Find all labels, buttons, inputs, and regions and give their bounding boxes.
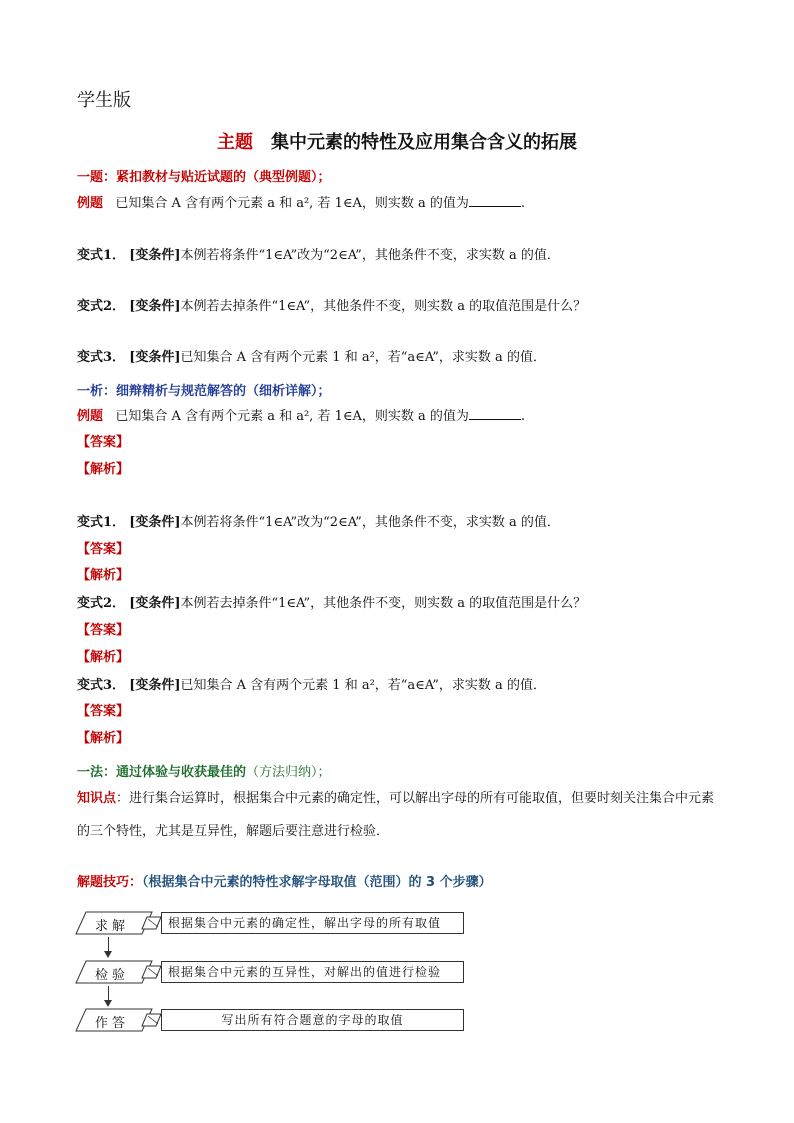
answer-label: 【答案】 — [77, 704, 130, 719]
variant-3 — [77, 346, 546, 365]
variant-tag: [变条件] — [129, 515, 181, 530]
analysis-label: 【解析】 — [77, 650, 130, 665]
variant-tag: [变条件] — [129, 248, 181, 263]
variant-label: 变式2． — [77, 596, 126, 611]
step-desc-solve: 根据集合中元素的确定性，解出字母的所有取值 — [161, 912, 464, 934]
answer-label: 【答案】 — [77, 542, 130, 557]
step-name-check: 检验 — [95, 968, 130, 983]
step-name-solve: 求解 — [95, 919, 130, 934]
example-question — [77, 192, 525, 211]
variant-3-repeat — [77, 674, 546, 693]
step-desc-answer: 写出所有符合题意的字母的取值 — [161, 1009, 464, 1031]
flow-arrow — [108, 986, 109, 1005]
flow-arrow — [108, 937, 109, 956]
answer-label: 【答案】 — [77, 623, 130, 638]
variant-text: 已知集合 A 含有两个元素 1 和 a²，若“a∈A”，求实数 a 的值． — [180, 350, 546, 365]
method-heading-normal: （方法归纳）； — [246, 765, 331, 780]
variant-1-repeat — [77, 511, 560, 530]
step-desc-check: 根据集合中元素的互异性，对解出的值进行检验 — [161, 961, 464, 983]
variant-tag: [变条件] — [129, 299, 181, 314]
variant-label: 变式1． — [77, 248, 126, 263]
answer-blank — [469, 194, 521, 207]
variant-2-repeat — [77, 592, 586, 611]
variant-label: 变式3． — [77, 678, 126, 693]
example-question-repeat — [77, 405, 525, 424]
variant-text: 本例若去掉条件“1∈A”，其他条件不变，则实数 a 的取值范围是什么？ — [180, 299, 587, 314]
variant-text: 已知集合 A 含有两个元素 1 和 a²，若“a∈A”，求实数 a 的值． — [180, 678, 546, 693]
variant-text: 本例若去掉条件“1∈A”，其他条件不变，则实数 a 的取值范围是什么？ — [180, 596, 587, 611]
analysis-label: 【解析】 — [77, 731, 130, 746]
tips-text: （根据集合中元素的特性求解字母取值（范围）的 3 个步骤） — [142, 875, 492, 890]
solving-tips — [77, 871, 492, 890]
example-text: 已知集合 A 含有两个元素 a 和 a², 若 1∈A，则实数 a 的值为 — [115, 409, 469, 424]
section-heading-typical: 一题：紧扣教材与贴近试题的（典型例题）； — [77, 170, 331, 185]
variant-text: 本例若将条件“1∈A”改为“2∈A”，其他条件不变，求实数 a 的值． — [180, 515, 560, 530]
example-end: . — [520, 196, 526, 211]
knowledge-text: ：进行集合运算时，根据集合中元素的确定性，可以解出字母的所有可能取值，但要时刻关注集合中元素的三个特性，尤其是互异性，解题后要注意进行检验． — [77, 791, 715, 839]
variant-tag: [变条件] — [129, 350, 181, 365]
example-label: 例题 — [77, 196, 104, 211]
section-heading-analysis: 一析：细辩精析与规范解答的（细析详解）； — [77, 384, 331, 399]
variant-1 — [77, 244, 560, 263]
analysis-label: 【解析】 — [77, 568, 130, 583]
variant-tag: [变条件] — [129, 678, 181, 693]
example-end: . — [520, 409, 526, 424]
variant-label: 变式1． — [77, 515, 126, 530]
knowledge-point — [77, 782, 727, 848]
page-title — [0, 128, 794, 154]
variant-label: 变式2． — [77, 299, 126, 314]
variant-text: 本例若将条件“1∈A”改为“2∈A”，其他条件不变，求实数 a 的值． — [180, 248, 560, 263]
tips-label: 解题技巧： — [77, 875, 143, 890]
example-label: 例题 — [77, 409, 104, 424]
method-heading-bold: 一法：通过体验与收获最佳的 — [77, 765, 247, 780]
variant-tag: [变条件] — [129, 596, 181, 611]
answer-label: 【答案】 — [77, 435, 130, 450]
title-text: 集中元素的特性及应用集合含义的拓展 — [271, 132, 577, 153]
knowledge-label: 知识点 — [77, 791, 117, 806]
answer-blank — [469, 407, 521, 420]
variant-label: 变式3． — [77, 350, 126, 365]
example-text: 已知集合 A 含有两个元素 a 和 a², 若 1∈A，则实数 a 的值为 — [115, 196, 469, 211]
topic-label: 主题 — [217, 132, 253, 153]
analysis-label: 【解析】 — [77, 462, 130, 477]
edition-label: 学生版 — [77, 90, 131, 111]
section-heading-method — [77, 761, 331, 780]
variant-2 — [77, 295, 586, 314]
step-name-answer: 作答 — [95, 1016, 130, 1031]
